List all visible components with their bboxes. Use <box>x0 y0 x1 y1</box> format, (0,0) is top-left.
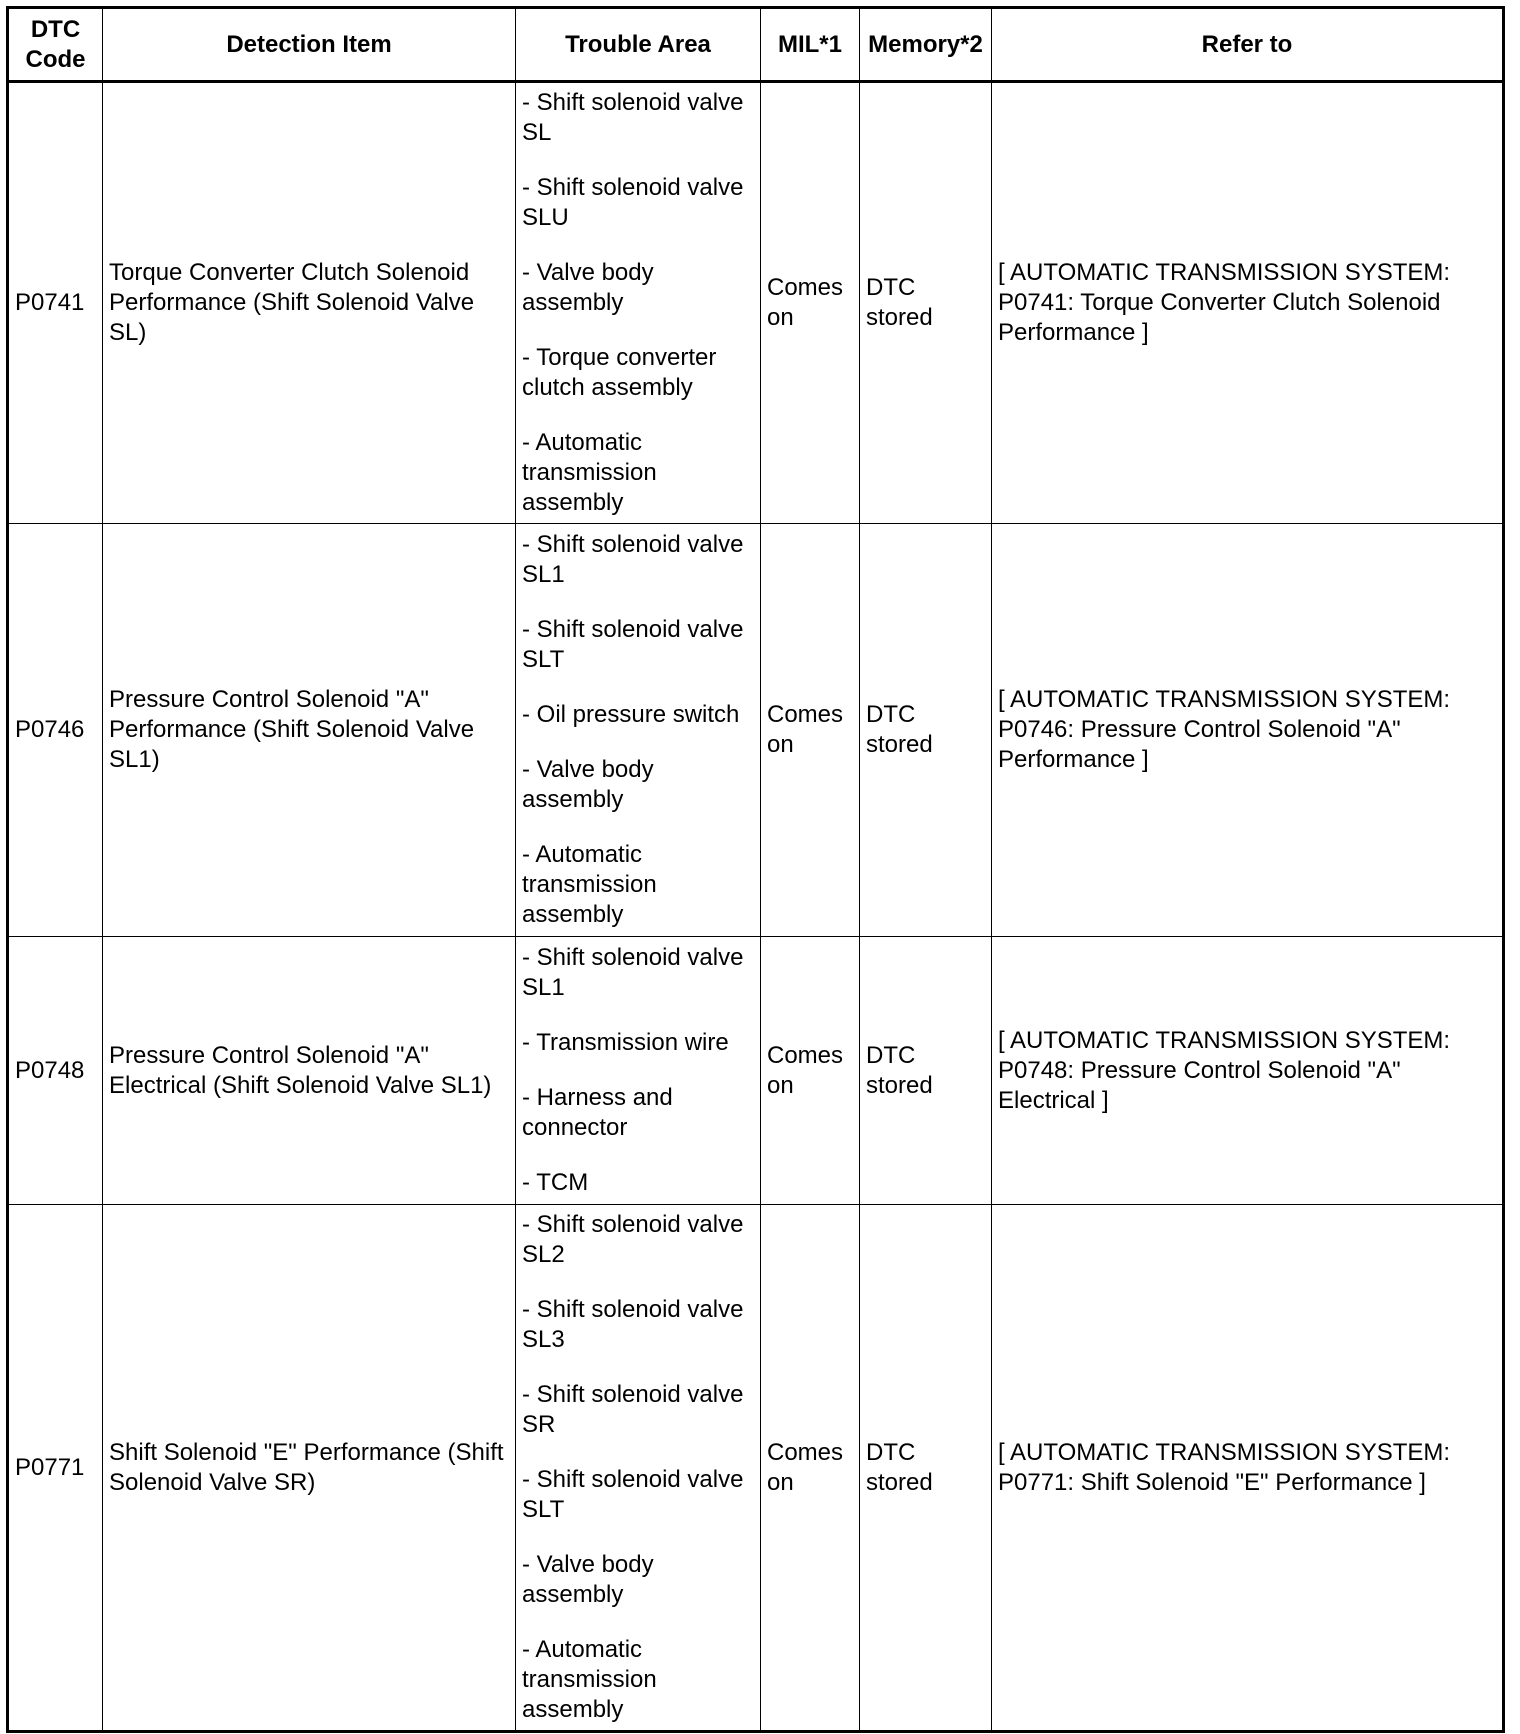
table-row <box>8 524 1504 937</box>
trouble-area-item: - Valve body assembly <box>522 1551 654 1608</box>
trouble-area-item: - Harness and connector <box>522 1084 673 1141</box>
trouble-area-item: - Shift solenoid valve SLU <box>522 174 744 231</box>
header-mil: MIL*1 <box>761 8 860 82</box>
trouble-area-cell <box>516 937 761 1205</box>
dtc-code-cell: P0748 <box>8 937 103 1205</box>
mil-cell: Comes on <box>761 524 860 937</box>
header-memory: Memory*2 <box>860 8 992 82</box>
trouble-area-item: - Valve body assembly <box>522 259 654 316</box>
detection-item-cell: Pressure Control Solenoid "A" Electrical (Shift Solenoid Valve SL1) <box>103 937 516 1205</box>
trouble-area-item: - Torque converter clutch assembly <box>522 344 717 401</box>
trouble-area-item: - Shift solenoid valve SLT <box>522 616 744 673</box>
dtc-code-cell: P0746 <box>8 524 103 937</box>
trouble-area-cell <box>516 1205 761 1732</box>
memory-cell: DTC stored <box>860 82 992 524</box>
trouble-area-item: - Transmission wire <box>522 1029 729 1056</box>
header-trouble-area: Trouble Area <box>516 8 761 82</box>
dtc-code-cell: P0741 <box>8 82 103 524</box>
trouble-area-cell <box>516 82 761 524</box>
trouble-area-item: - Shift solenoid valve SL <box>522 89 744 146</box>
header-row <box>8 8 1504 82</box>
refer-to-link[interactable]: [ AUTOMATIC TRANSMISSION SYSTEM: P0741: Torque Converter Clutch Solenoid Performance ] <box>992 82 1504 524</box>
memory-cell: DTC stored <box>860 1205 992 1732</box>
mil-cell: Comes on <box>761 937 860 1205</box>
table-row <box>8 1205 1504 1732</box>
trouble-area-item: - Shift solenoid valve SR <box>522 1381 744 1438</box>
dtc-table <box>6 6 1505 1733</box>
header-refer-to: Refer to <box>992 8 1504 82</box>
dtc-code-cell: P0771 <box>8 1205 103 1732</box>
memory-cell: DTC stored <box>860 937 992 1205</box>
table-row <box>8 937 1504 1205</box>
trouble-area-item: - Shift solenoid valve SL2 <box>522 1211 744 1268</box>
trouble-area-item: - Valve body assembly <box>522 756 654 813</box>
detection-item-cell: Shift Solenoid "E" Performance (Shift Solenoid Valve SR) <box>103 1205 516 1732</box>
header-detection-item: Detection Item <box>103 8 516 82</box>
trouble-area-item: - Automatic transmission assembly <box>522 429 657 516</box>
trouble-area-item: - Shift solenoid valve SL1 <box>522 944 744 1001</box>
table-body <box>8 82 1504 1732</box>
mil-cell: Comes on <box>761 1205 860 1732</box>
header-dtc-code: DTC Code <box>8 8 103 82</box>
detection-item-cell: Torque Converter Clutch Solenoid Performance (Shift Solenoid Valve SL) <box>103 82 516 524</box>
detection-item-cell: Pressure Control Solenoid "A" Performance (Shift Solenoid Valve SL1) <box>103 524 516 937</box>
table-row <box>8 82 1504 524</box>
trouble-area-item: - Automatic transmission assembly <box>522 841 657 928</box>
trouble-area-item: - Shift solenoid valve SLT <box>522 1466 744 1523</box>
trouble-area-item: - Automatic transmission assembly <box>522 1636 657 1723</box>
memory-cell: DTC stored <box>860 524 992 937</box>
trouble-area-item: - Oil pressure switch <box>522 701 740 728</box>
mil-cell: Comes on <box>761 82 860 524</box>
trouble-area-item: - Shift solenoid valve SL3 <box>522 1296 744 1353</box>
trouble-area-cell <box>516 524 761 937</box>
trouble-area-item: - Shift solenoid valve SL1 <box>522 531 744 588</box>
refer-to-link[interactable]: [ AUTOMATIC TRANSMISSION SYSTEM: P0746: Pressure Control Solenoid "A" Performance ] <box>992 524 1504 937</box>
trouble-area-item: - TCM <box>522 1169 589 1196</box>
table-header <box>8 8 1504 82</box>
refer-to-link[interactable]: [ AUTOMATIC TRANSMISSION SYSTEM: P0771: Shift Solenoid "E" Performance ] <box>992 1205 1504 1732</box>
refer-to-link[interactable]: [ AUTOMATIC TRANSMISSION SYSTEM: P0748: Pressure Control Solenoid "A" Electrical ] <box>992 937 1504 1205</box>
